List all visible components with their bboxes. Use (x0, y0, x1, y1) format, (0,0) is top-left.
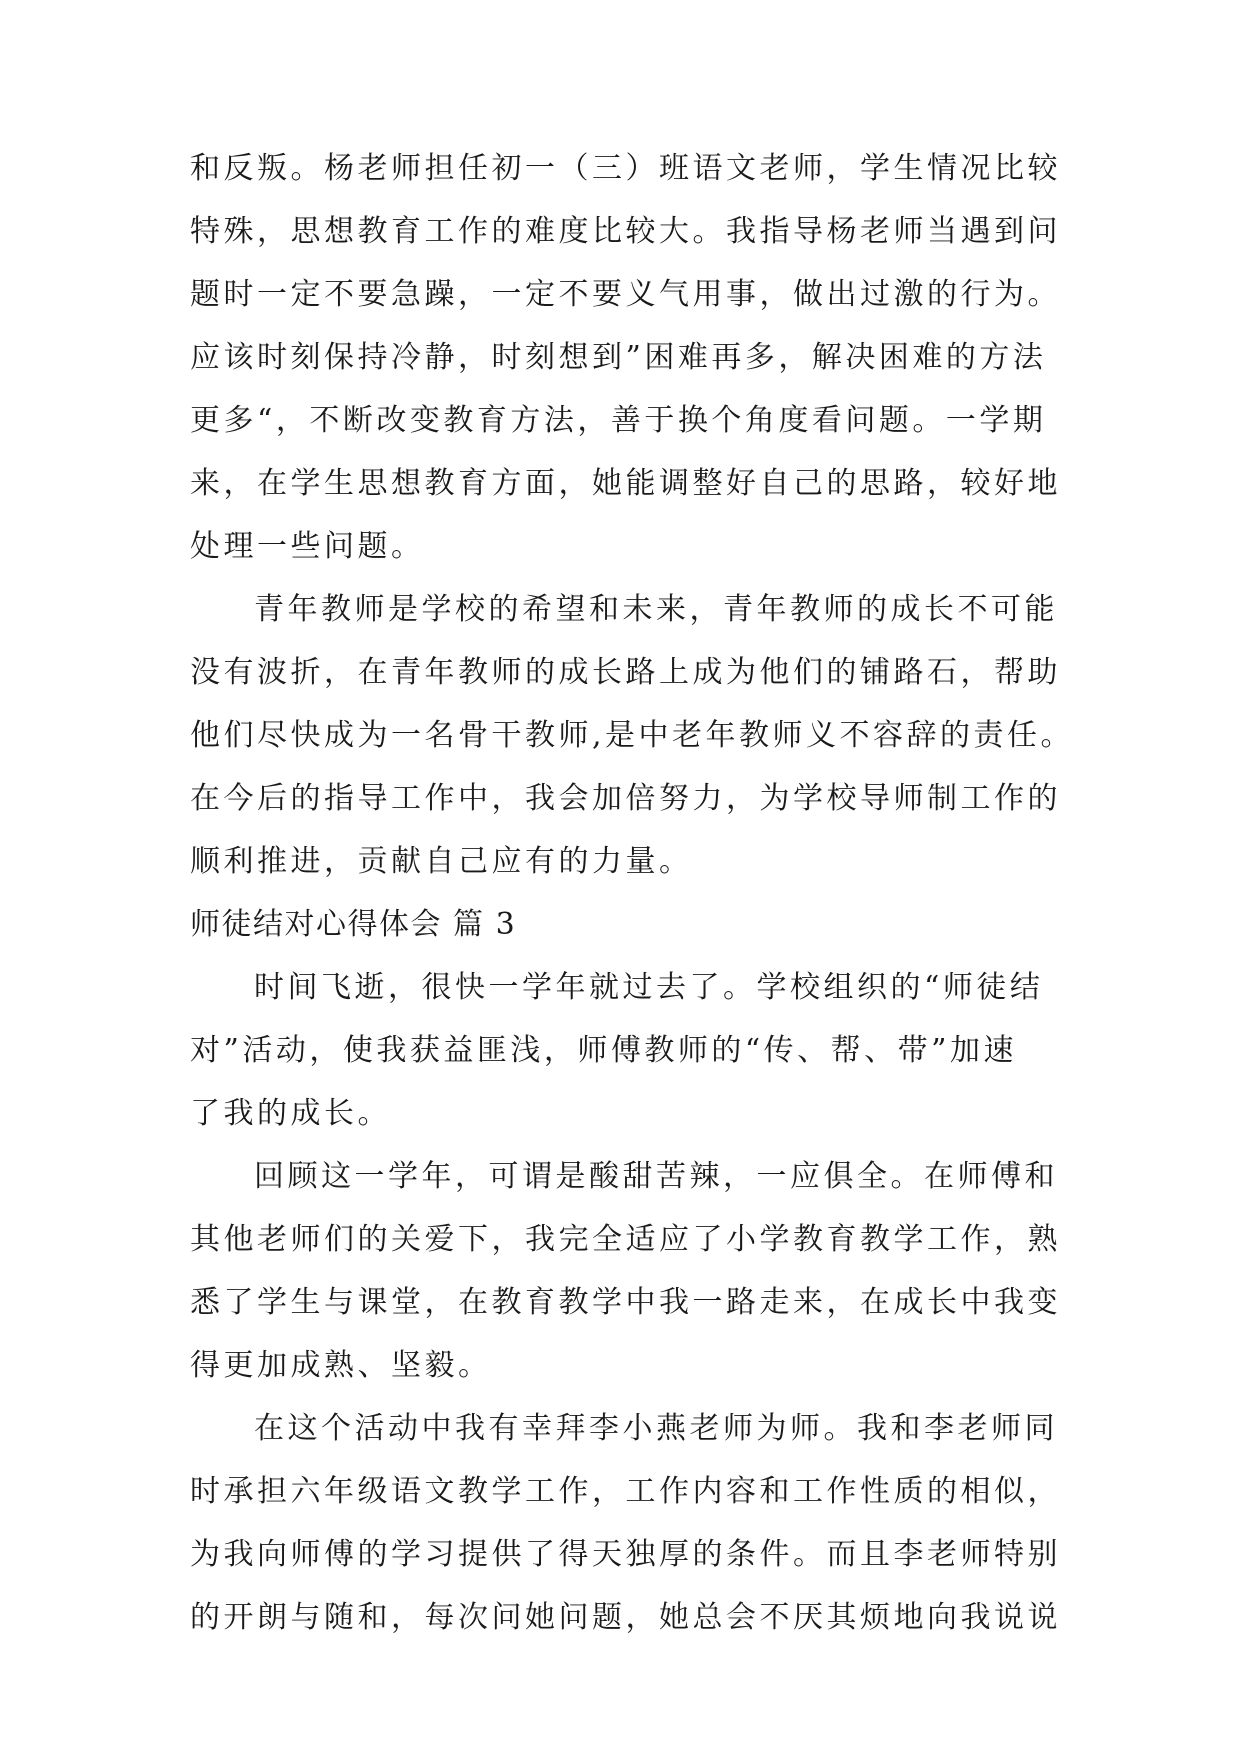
paragraph-line: 得更加成熟、坚毅。 (190, 1348, 492, 1383)
paragraph-line: 应该时刻保持冷静，时刻想到”困难再多，解决困难的方法 (190, 340, 1047, 375)
paragraph-line: 特殊，思想教育工作的难度比较大。我指导杨老师当遇到问 (190, 214, 1061, 249)
paragraph-line: 回顾这一学年，可谓是酸甜苦辣，一应俱全。在师傅和 (254, 1159, 1058, 1194)
paragraph-line: 在这个活动中我有幸拜李小燕老师为师。我和李老师同 (254, 1411, 1058, 1446)
paragraph-line: 悉了学生与课堂，在教育教学中我一路走来，在成长中我变 (190, 1285, 1061, 1320)
paragraph-line: 他们尽快成为一名骨干教师,是中老年教师义不容辞的责任。 (190, 718, 1075, 753)
paragraph-line: 没有波折，在青年教师的成长路上成为他们的铺路石，帮助 (190, 655, 1061, 690)
paragraph-line: 时承担六年级语文教学工作，工作内容和工作性质的相似， (190, 1474, 1061, 1509)
paragraph-line: 和反叛。杨老师担任初一（三）班语文老师，学生情况比较 (190, 151, 1061, 186)
paragraph-line: 在今后的指导工作中，我会加倍努力，为学校导师制工作的 (190, 781, 1061, 816)
paragraph-line: 来，在学生思想教育方面，她能调整好自己的思路，较好地 (190, 466, 1061, 501)
section-heading: 师徒结对心得体会 篇 3 (190, 907, 517, 942)
paragraph-line: 处理一些问题。 (190, 529, 425, 564)
paragraph-line: 青年教师是学校的希望和未来，青年教师的成长不可能 (254, 592, 1058, 627)
paragraph-line: 顺利推进，贡献自己应有的力量。 (190, 844, 693, 879)
paragraph-line: 对”活动，使我获益匪浅，师傅教师的“传、帮、带”加速 (190, 1033, 1018, 1068)
paragraph-line: 为我向师傅的学习提供了得天独厚的条件。而且李老师特别 (190, 1537, 1061, 1572)
paragraph-line: 了我的成长。 (190, 1096, 391, 1131)
paragraph-line: 时间飞逝，很快一学年就过去了。学校组织的“师徒结 (254, 970, 1044, 1005)
paragraph-line: 题时一定不要急躁，一定不要义气用事，做出过激的行为。 (190, 277, 1061, 312)
paragraph-line: 的开朗与随和，每次问她问题，她总会不厌其烦地向我说说 (190, 1600, 1061, 1635)
paragraph-line: 其他老师们的关爱下，我完全适应了小学教育教学工作，熟 (190, 1222, 1061, 1257)
paragraph-line: 更多“，不断改变教育方法，善于换个角度看问题。一学期 (190, 403, 1047, 438)
